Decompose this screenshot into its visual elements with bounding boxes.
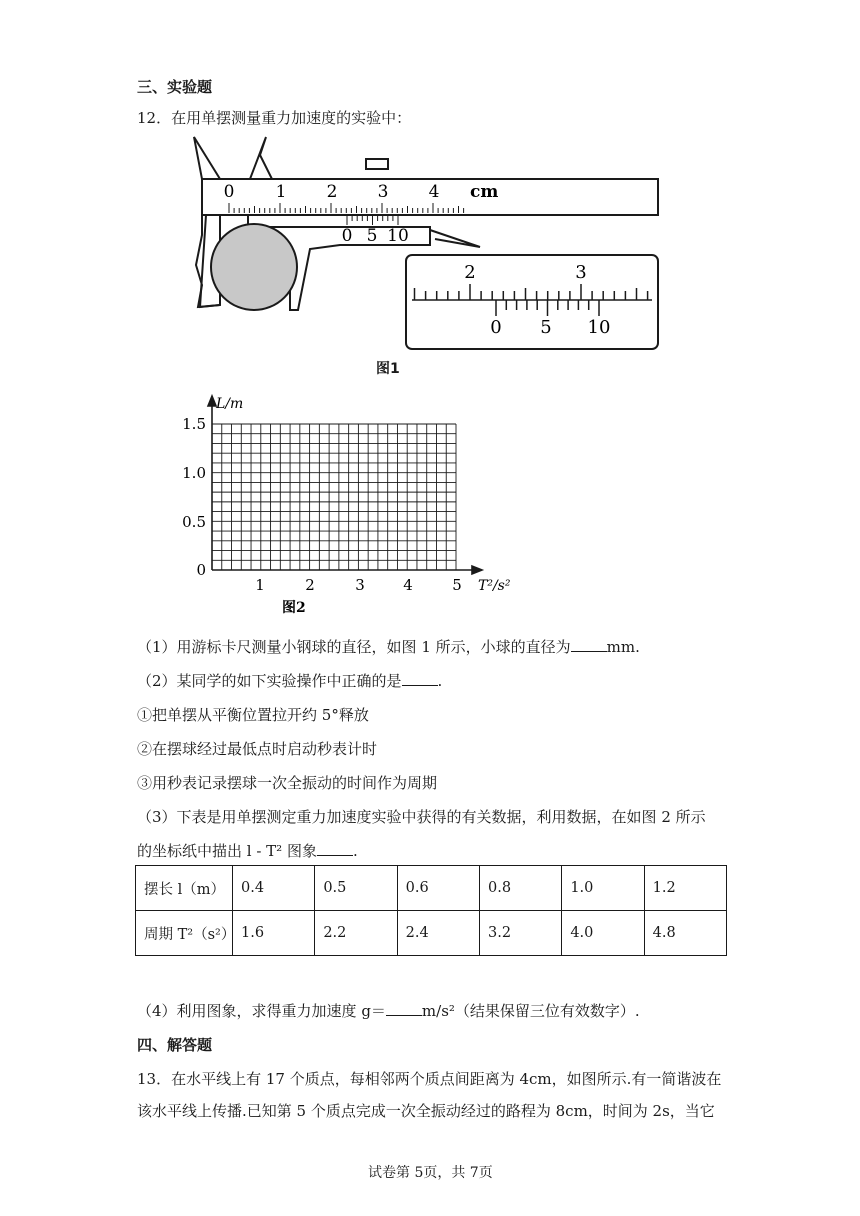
table-header-length: 摆长 l（m） [136, 866, 233, 911]
vernier-label-10: 10 [387, 226, 409, 246]
q12-part2 [137, 670, 442, 691]
vernier-label-5: 5 [366, 226, 378, 246]
vernier-label-0: 0 [341, 226, 353, 246]
table-row [136, 911, 727, 956]
table-row [136, 866, 727, 911]
fig2-ytick-0.5: 0.5 [182, 513, 206, 531]
section4-title: 四、解答题 [137, 1036, 213, 1054]
table-cell: 1.6 [233, 911, 315, 956]
fig2-caption: 图2 [282, 600, 306, 616]
q12-part1-blank[interactable] [571, 637, 607, 652]
page-footer: 试卷第 5页，共 7页 [368, 1165, 493, 1181]
fig1-caption: 图1 [376, 361, 400, 377]
table-cell: 1.2 [644, 866, 726, 911]
q12-part4-text: （4）利用图象，求得重力加速度 g＝ [137, 1002, 386, 1020]
zoom-main-label-3: 3 [575, 262, 587, 283]
q12-option3: ③用秒表记录摆球一次全振动的时间作为周期 [137, 774, 438, 792]
q12-part2-end: . [437, 672, 443, 690]
q12-part3-end: . [352, 842, 358, 860]
fig2-xtick-5: 5 [452, 576, 462, 594]
caliper-screw [366, 159, 388, 169]
q12-part2-blank[interactable] [402, 671, 438, 686]
zoom-box [406, 255, 658, 349]
main-scale-unit: cm [470, 182, 499, 202]
table-header-period: 周期 T²（s²） [136, 911, 233, 956]
q12-part1 [137, 636, 640, 657]
fig2-ytick-0: 0 [196, 561, 206, 579]
fig2-ylabel: L/m [216, 396, 244, 412]
caliper-movable-jaw-top [250, 137, 272, 179]
q12-part4 [137, 1000, 640, 1021]
main-scale-label-4: 4 [428, 182, 440, 202]
q12-part4-blank[interactable] [386, 1001, 422, 1016]
table-cell: 0.8 [479, 866, 561, 911]
q12-part2-text: （2）某同学的如下实验操作中正确的是 [137, 672, 402, 690]
zoom-vernier-label-10: 10 [587, 317, 611, 338]
table-cell: 1.0 [562, 866, 644, 911]
q12-part1-text: （1）用游标卡尺测量小钢球的直径，如图 1 所示，小球的直径为 [137, 638, 571, 656]
zoom-vernier-label-0: 0 [490, 317, 502, 338]
caliper-fixed-jaw-top [194, 137, 220, 179]
fig2-ytick-1.5: 1.5 [182, 415, 206, 433]
fig2-xtick-3: 3 [355, 576, 365, 594]
main-scale-label-2: 2 [326, 182, 338, 202]
fig2-xtick-4: 4 [403, 576, 413, 594]
q12-part1-unit: mm. [606, 638, 640, 656]
main-scale-label-1: 1 [275, 182, 287, 202]
q12-option2: ②在摆球经过最低点时启动秒表计时 [137, 740, 378, 758]
zoom-main-label-2: 2 [464, 262, 476, 283]
section3-title: 三、实验题 [137, 78, 213, 96]
q12-option1: ①把单摆从平衡位置拉开约 5°释放 [137, 706, 369, 724]
q12-part3-blank[interactable] [317, 841, 353, 856]
q12-part3-line1: （3）下表是用单摆测定重力加速度实验中获得的有关数据，利用数据，在如图 2 所示 [137, 808, 706, 826]
table-cell: 4.8 [644, 911, 726, 956]
q12-stem: 12．在用单摆测量重力加速度的实验中： [137, 109, 412, 127]
steel-ball [211, 224, 297, 310]
main-scale-label-3: 3 [377, 182, 389, 202]
table-cell: 4.0 [562, 911, 644, 956]
q13-line1: 13．在水平线上有 17 个质点，每相邻两个质点间距离为 4cm，如图所示.有一简谐波在 [137, 1070, 722, 1088]
fig2-xlabel: T²/s² [478, 578, 511, 594]
q12-part3-line2 [137, 840, 358, 861]
table-cell: 3.2 [479, 911, 561, 956]
table-cell: 2.4 [397, 911, 479, 956]
table-cell: 0.6 [397, 866, 479, 911]
table-cell: 0.4 [233, 866, 315, 911]
fig2-xtick-1: 1 [255, 576, 265, 594]
fig2-xtick-2: 2 [305, 576, 315, 594]
data-table [135, 865, 727, 956]
zoom-vernier-label-5: 5 [540, 317, 552, 338]
table-cell: 0.5 [315, 866, 397, 911]
main-scale-label-0: 0 [223, 182, 235, 202]
q12-part3-text: 的坐标纸中描出 l - T² 图象 [137, 842, 317, 860]
q13-line2: 该水平线上传播.已知第 5 个质点完成一次全振动经过的路程为 8cm，时间为 2s，当它 [137, 1102, 715, 1120]
vernier-caliper-figure [180, 135, 660, 375]
q12-part4-end: m/s²（结果保留三位有效数字）. [421, 1002, 640, 1020]
table-cell: 2.2 [315, 911, 397, 956]
fig2-ytick-1.0: 1.0 [182, 464, 206, 482]
coordinate-grid-figure [178, 392, 558, 622]
